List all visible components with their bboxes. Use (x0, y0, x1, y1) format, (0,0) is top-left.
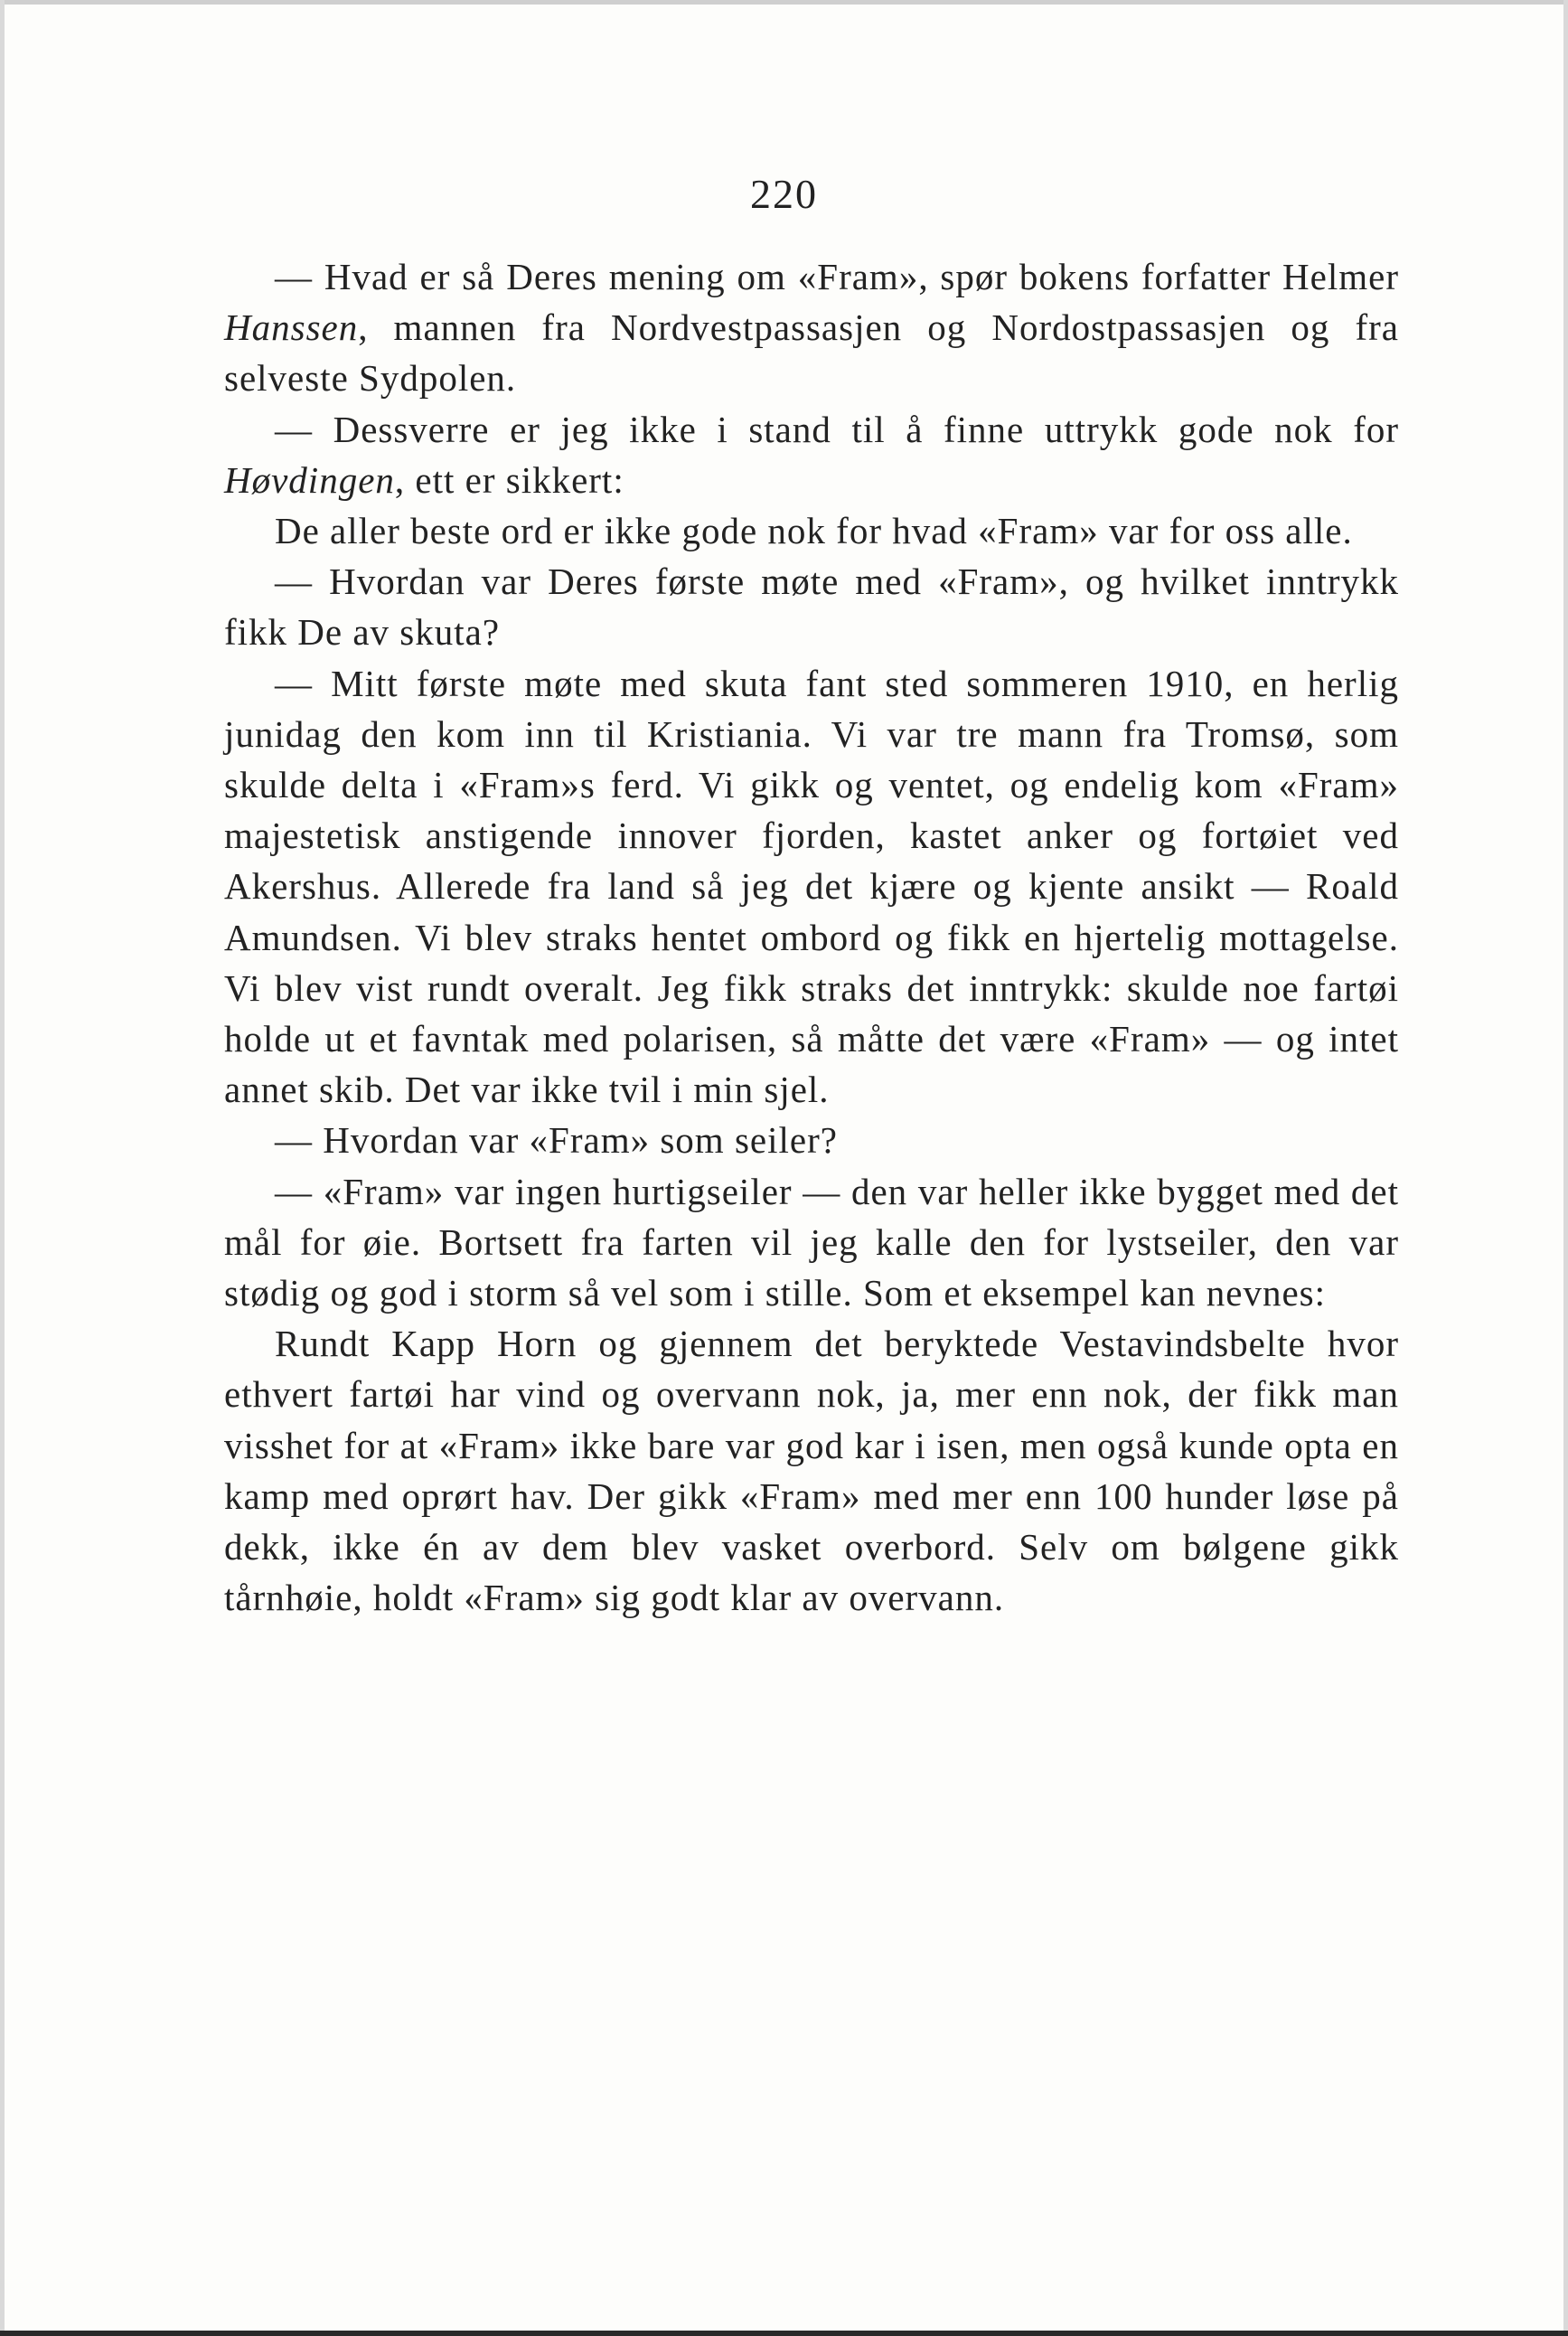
page-right-edge (1563, 0, 1568, 2336)
paragraph-text: , mannen fra Nordvestpassasjen og Nordostpassasjen og fra selveste Sydpolen. (224, 306, 1399, 400)
paragraph-text: — Dessverre er jeg ikke i stand til å finne uttrykk gode nok for (275, 408, 1399, 450)
paragraph (224, 1166, 1399, 1319)
paragraph (224, 1115, 1399, 1165)
page-bottom-edge (0, 2331, 1568, 2336)
paragraph (224, 1318, 1399, 1623)
italic-name: Hanssen (224, 306, 359, 349)
paragraph (224, 251, 1399, 404)
paragraph-text: — Hvad er så Deres mening om «Fram», spør bokens forfatter Helmer (275, 256, 1399, 297)
page-number: 220 (750, 171, 818, 217)
paragraph (224, 505, 1399, 556)
paragraph (224, 556, 1399, 657)
paragraph-text: — «Fram» var ingen hurtigseiler — den var heller ikke bygget med det mål for øie. Bortsett fra farten vil jeg kalle den for lystseiler, den var stødig og god i storm så vel som i stille. Som et eksempel kan nevnes: (224, 1170, 1399, 1314)
italic-name: Høvdingen (224, 458, 395, 501)
paragraph-text: De aller beste ord er ikke gode nok for hvad «Fram» var for oss alle. (275, 510, 1353, 552)
paragraph-text: — Hvordan var «Fram» som seiler? (275, 1119, 838, 1162)
paragraph (224, 658, 1399, 1116)
paragraph-text: Rundt Kapp Horn og gjennem det beryktede Vestavindsbelte hvor ethvert fartøi har vind og overvann nok, ja, mer enn nok, der fikk man visshet for at «Fram» ikke bare var god kar i isen, men også kunde opta en kamp med oprørt hav. Der gikk «Fram» med mer enn 100 hunder løse på dekk, ikke én av dem blev vasket overbord. Selv om bølgene gikk tårnhøie, holdt «Fram» sig godt klar av overvann. (224, 1323, 1399, 1619)
paragraph-text: , ett er sikkert: (394, 458, 624, 501)
paragraph-text: — Hvordan var Deres første møte med «Fram», og hvilket inntrykk fikk De av skuta? (224, 560, 1399, 654)
page-top-edge (0, 0, 1568, 5)
page-left-edge (0, 0, 5, 2336)
paragraph-text: — Mitt første møte med skuta fant sted sommeren 1910, en herlig junidag den kom inn til Kristiania. Vi var tre mann fra Tromsø, som skulde delta i «Fram»s ferd. Vi gikk og ventet, og endelig kom «Fram» majestetisk anstigende innover fjorden, kastet anker og fortøiet ved Akershus. Allerede fra land så jeg det kjære og kjente ansikt — Roald Amundsen. Vi blev straks hentet ombord og fikk en hjertelig mottagelse. Vi blev vist rundt overalt. Jeg fikk straks det inntrykk: skulde noe fartøi holde ut et favntak med polarisen, så måtte det være «Fram» — og intet annet skib. Det var ikke tvil i min sjel. (224, 662, 1399, 1111)
paragraph (224, 404, 1399, 505)
body-text (224, 251, 1399, 1623)
